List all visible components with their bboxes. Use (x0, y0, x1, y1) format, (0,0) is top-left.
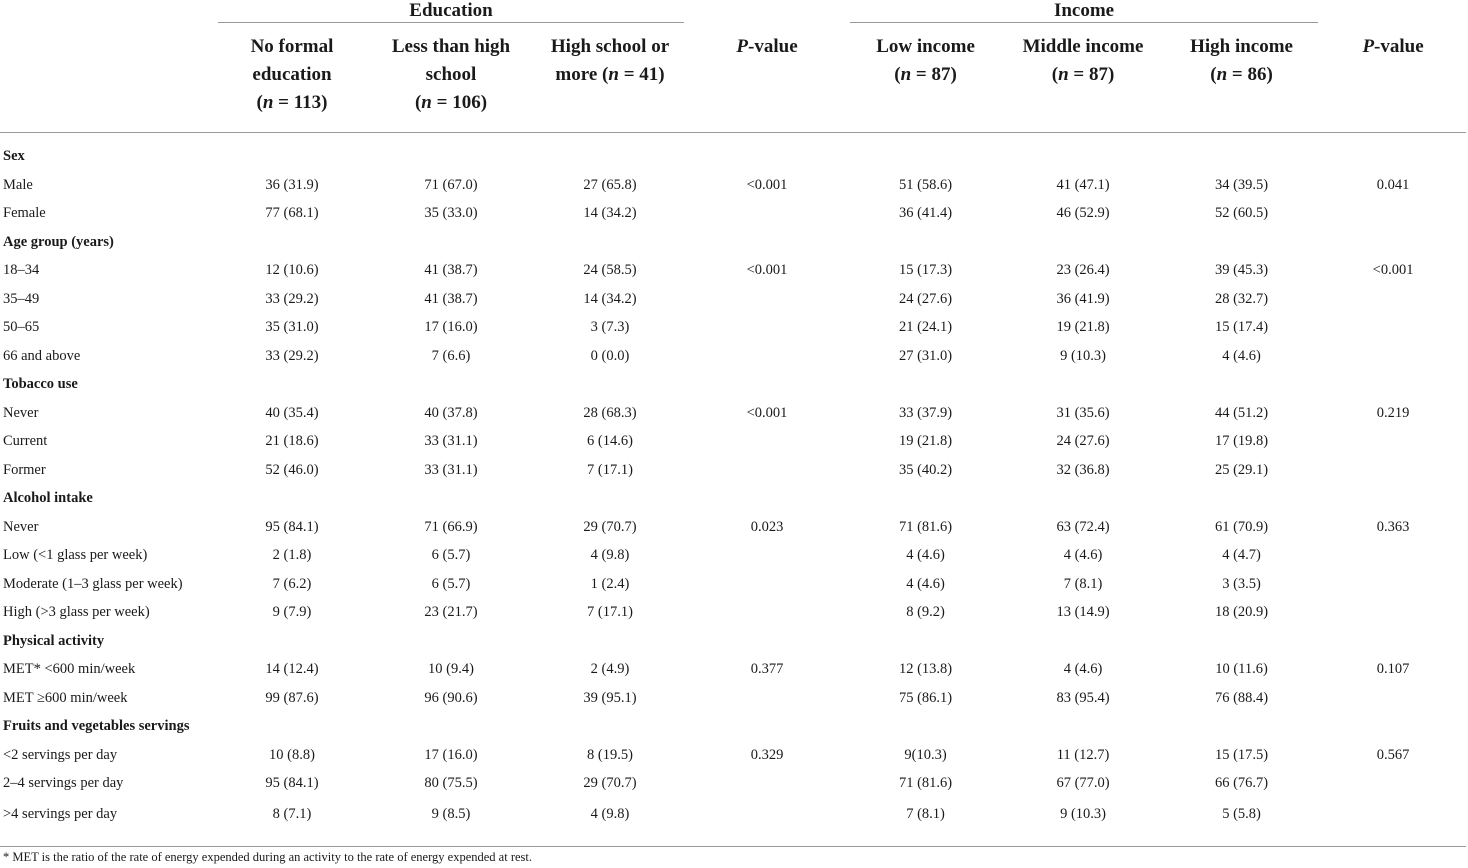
row-label: Female (3, 205, 46, 222)
n-symbol: n (1216, 64, 1228, 85)
col-mid-inc-line2: (n = 87) (1051, 64, 1115, 85)
p-value-cell: 0.219 (1376, 404, 1410, 421)
col-low-inc-line1: Low income (876, 36, 975, 57)
p-symbol: P (1362, 36, 1375, 57)
p-value-cell (686, 342, 848, 371)
count-percent-cell: 33 (31.1) (424, 461, 478, 478)
n-symbol: n (900, 64, 912, 85)
income-group-header (848, 0, 1320, 25)
table-footnote: * MET is the ratio of the rate of energy expended during an activity to the rate of energy expended at rest. (3, 850, 532, 864)
count-percent-cell: 12 (13.8) (898, 661, 953, 678)
col-high-inc-line1: High income (1190, 36, 1293, 57)
count-percent-cell: 23 (21.7) (424, 604, 478, 621)
count-percent-cell: 83 (95.4) (1056, 689, 1110, 706)
p-value-cell: 0.567 (1376, 746, 1410, 763)
count-percent-cell: 6 (5.7) (431, 575, 471, 592)
count-percent-cell: 71 (66.9) (424, 518, 478, 535)
section-empty-cell (1163, 228, 1320, 257)
section-empty-cell (1163, 132, 1320, 171)
count-percent-cell: 96 (90.6) (424, 689, 478, 706)
table-row (0, 570, 1466, 599)
section-header-row (0, 132, 1466, 171)
p-value-cell: 0.041 (1376, 176, 1410, 193)
section-empty-cell (216, 228, 368, 257)
count-percent-cell: 7 (17.1) (587, 604, 633, 621)
p-value-cell (686, 599, 848, 628)
col-less-high-line3: (n = 106) (414, 92, 488, 113)
count-percent-cell: 7 (8.1) (1063, 575, 1103, 592)
count-percent-cell: 95 (84.1) (265, 775, 319, 792)
section-empty-cell (216, 485, 368, 514)
col-no-formal-line3: (n = 113) (256, 92, 328, 113)
p-value-cell (1320, 542, 1466, 571)
section-empty-cell (848, 485, 1003, 514)
count-percent-cell: 41 (47.1) (1056, 176, 1110, 193)
row-label: Current (3, 433, 48, 450)
section-title: Age group (years) (3, 233, 114, 250)
col-p-value-income (1320, 25, 1466, 132)
count-percent-cell: 21 (24.1) (898, 319, 953, 336)
row-label: >4 servings per day (0, 798, 216, 847)
count-percent-cell: 39 (45.3) (1214, 262, 1269, 279)
col-low-income (848, 25, 1003, 132)
col-mid-inc-line1: Middle income (1022, 36, 1144, 57)
count-percent-cell: 41 (38.7) (424, 290, 478, 307)
section-empty-cell (1003, 713, 1163, 742)
count-percent-cell: 23 (26.4) (1056, 262, 1110, 279)
count-percent-cell: 8 (7.1) (216, 798, 368, 847)
section-empty-cell (1320, 132, 1466, 171)
p-value-cell (1320, 285, 1466, 314)
count-percent-cell: 28 (68.3) (583, 404, 637, 421)
p-value-cell (686, 200, 848, 229)
table-row (0, 599, 1466, 628)
count-percent-cell: 8 (19.5) (587, 746, 633, 763)
count-percent-cell: 10 (9.4) (428, 661, 474, 678)
col-no-formal-education (216, 25, 368, 132)
education-group-label: Education (409, 0, 493, 21)
section-empty-cell (848, 228, 1003, 257)
table-row (0, 171, 1466, 200)
count-percent-cell: 4 (9.8) (534, 798, 686, 847)
count-percent-cell: 9 (10.3) (1003, 798, 1163, 847)
count-percent-cell: 40 (37.8) (424, 404, 478, 421)
count-percent-cell: 4 (4.6) (1222, 347, 1261, 364)
count-percent-cell: 24 (27.6) (1056, 433, 1110, 450)
count-percent-cell: 76 (88.4) (1214, 689, 1269, 706)
count-percent-cell: 25 (29.1) (1214, 461, 1269, 478)
count-percent-cell: 24 (27.6) (898, 290, 953, 307)
count-percent-cell: 80 (75.5) (424, 775, 478, 792)
count-percent-cell: 35 (31.0) (265, 319, 319, 336)
col-high-more-line2: more (n = 41) (555, 64, 665, 85)
col-less-than-high-school (368, 25, 534, 132)
count-percent-cell: 35 (33.0) (424, 205, 478, 222)
section-title: Tobacco use (3, 376, 78, 393)
p-value-cell (686, 542, 848, 571)
count-percent-cell: 63 (72.4) (1056, 518, 1110, 535)
row-label: Moderate (1–3 glass per week) (3, 575, 183, 592)
p-value-cell: <0.001 (746, 404, 788, 421)
count-percent-cell: 33 (29.2) (265, 347, 319, 364)
count-percent-cell: 75 (86.1) (898, 689, 953, 706)
section-empty-cell (848, 132, 1003, 171)
p-value-cell (686, 684, 848, 713)
count-percent-cell: 4 (4.6) (906, 547, 945, 564)
table-row (0, 200, 1466, 229)
section-empty-cell (1320, 371, 1466, 400)
row-label: Never (3, 404, 39, 421)
p-value-cell (1320, 770, 1466, 799)
table-row (0, 456, 1466, 485)
section-empty-cell (686, 371, 848, 400)
p-value-cell (686, 456, 848, 485)
row-label: 35–49 (3, 290, 40, 307)
section-empty-cell (686, 713, 848, 742)
n-symbol: n (1058, 64, 1069, 85)
table-row (0, 257, 1466, 286)
group-header-spacer-p2 (1320, 0, 1466, 25)
p-value-cell (1320, 314, 1466, 343)
row-label: Male (3, 176, 33, 193)
count-percent-cell: 61 (70.9) (1214, 518, 1269, 535)
p-value-cell: 0.023 (750, 518, 784, 535)
section-empty-cell (848, 713, 1003, 742)
p-value-cell (686, 428, 848, 457)
count-percent-cell: 4 (4.6) (1063, 547, 1103, 564)
table-row (0, 656, 1466, 685)
section-empty-cell (686, 132, 848, 171)
p-value-cell: <0.001 (1372, 262, 1414, 279)
income-group-rule (850, 22, 1318, 23)
count-percent-cell: 71 (67.0) (424, 176, 478, 193)
count-percent-cell: 21 (18.6) (265, 433, 319, 450)
count-percent-cell: 29 (70.7) (583, 775, 637, 792)
count-percent-cell: 28 (32.7) (1214, 290, 1269, 307)
count-percent-cell: 9 (10.3) (1060, 347, 1106, 364)
section-title: Fruits and vegetables servings (3, 718, 190, 735)
education-group-header (216, 0, 686, 25)
col-less-high-line2: school (425, 64, 477, 85)
count-percent-cell: 51 (58.6) (898, 176, 953, 193)
p-value-cell: 0.329 (750, 746, 784, 763)
count-percent-cell: 10 (11.6) (1215, 661, 1268, 678)
col-high-income (1163, 25, 1320, 132)
count-percent-cell: 7 (17.1) (587, 461, 633, 478)
col-middle-income (1003, 25, 1163, 132)
row-label: Former (3, 461, 46, 478)
p-value-cell (1320, 798, 1466, 847)
p-value-cell: 0.363 (1376, 518, 1410, 535)
table-row (0, 342, 1466, 371)
count-percent-cell: 15 (17.5) (1214, 746, 1269, 763)
section-header-row (0, 371, 1466, 400)
row-label: 18–34 (3, 262, 40, 279)
section-empty-cell (1320, 627, 1466, 656)
n-symbol: n (262, 92, 274, 113)
count-percent-cell: 7 (6.2) (272, 575, 312, 592)
p-value-cell (686, 285, 848, 314)
n-symbol: n (608, 64, 619, 85)
count-percent-cell: 33 (37.9) (898, 404, 953, 421)
section-empty-cell (1163, 713, 1320, 742)
count-percent-cell: 14 (34.2) (583, 205, 637, 222)
section-title: Physical activity (3, 632, 105, 649)
group-header-row (0, 0, 1466, 25)
count-percent-cell: 19 (21.8) (1056, 319, 1110, 336)
section-header-row (0, 627, 1466, 656)
section-empty-cell (534, 627, 686, 656)
section-empty-cell (216, 627, 368, 656)
p-value-cell (1320, 200, 1466, 229)
count-percent-cell: 36 (31.9) (265, 176, 319, 193)
count-percent-cell: 4 (4.6) (906, 575, 945, 592)
section-empty-cell (848, 627, 1003, 656)
row-label: MET ≥600 min/week (3, 689, 128, 706)
count-percent-cell: 4 (9.8) (590, 547, 630, 564)
count-percent-cell: 99 (87.6) (265, 689, 319, 706)
section-empty-cell (216, 713, 368, 742)
section-empty-cell (1163, 371, 1320, 400)
count-percent-cell: 71 (81.6) (898, 775, 953, 792)
count-percent-cell: 44 (51.2) (1214, 404, 1269, 421)
p-value-cell (686, 570, 848, 599)
count-percent-cell: 3 (3.5) (1222, 575, 1261, 592)
section-empty-cell (534, 228, 686, 257)
income-group-label: Income (1053, 0, 1115, 21)
table-row (0, 513, 1466, 542)
count-percent-cell: 33 (29.2) (265, 290, 319, 307)
section-empty-cell (368, 485, 534, 514)
count-percent-cell: 46 (52.9) (1056, 205, 1110, 222)
row-label: 2–4 servings per day (3, 775, 124, 792)
table-body (0, 132, 1466, 847)
col-p-edu-label: P-value (736, 36, 798, 57)
count-percent-cell: 17 (16.0) (424, 319, 478, 336)
section-empty-cell (534, 132, 686, 171)
p-value-cell: 0.377 (750, 661, 784, 678)
section-title: Sex (3, 148, 25, 165)
col-low-inc-line2: (n = 87) (894, 64, 957, 85)
education-group-rule (218, 22, 684, 23)
p-value-cell (1320, 456, 1466, 485)
col-high-more-line1: High school or (550, 36, 670, 57)
section-header-row (0, 485, 1466, 514)
count-percent-cell: 4 (4.6) (1063, 661, 1103, 678)
row-label: MET* <600 min/week (3, 661, 136, 678)
section-empty-cell (534, 371, 686, 400)
p-value-cell (1320, 599, 1466, 628)
p-value-cell (1320, 428, 1466, 457)
section-empty-cell (686, 228, 848, 257)
section-empty-cell (368, 132, 534, 171)
count-percent-cell: 52 (46.0) (265, 461, 319, 478)
count-percent-cell: 24 (58.5) (583, 262, 637, 279)
section-empty-cell (848, 371, 1003, 400)
count-percent-cell: 9 (8.5) (368, 798, 534, 847)
count-percent-cell: 19 (21.8) (898, 433, 953, 450)
table-row (0, 770, 1466, 799)
count-percent-cell: 1 (2.4) (590, 575, 630, 592)
p-value-cell (1320, 342, 1466, 371)
count-percent-cell: 41 (38.7) (424, 262, 478, 279)
count-percent-cell: 14 (34.2) (583, 290, 637, 307)
count-percent-cell: 34 (39.5) (1214, 176, 1269, 193)
group-header-spacer (0, 0, 216, 25)
section-empty-cell (1163, 627, 1320, 656)
section-empty-cell (1003, 627, 1163, 656)
count-percent-cell: 67 (77.0) (1056, 775, 1110, 792)
section-empty-cell (1320, 485, 1466, 514)
table-row (0, 314, 1466, 343)
section-empty-cell (1320, 713, 1466, 742)
row-label: Never (3, 518, 39, 535)
p-value-cell: <0.001 (746, 262, 788, 279)
group-header-spacer-p1 (686, 0, 848, 25)
row-label: 66 and above (3, 347, 81, 364)
count-percent-cell: 0 (0.0) (590, 347, 630, 364)
section-empty-cell (1003, 132, 1163, 171)
section-empty-cell (1003, 485, 1163, 514)
count-percent-cell: 29 (70.7) (583, 518, 637, 535)
count-percent-cell: 13 (14.9) (1056, 604, 1110, 621)
count-percent-cell: 32 (36.8) (1056, 461, 1110, 478)
count-percent-cell: 4 (4.7) (1222, 547, 1261, 564)
count-percent-cell: 17 (16.0) (424, 746, 478, 763)
count-percent-cell: 12 (10.6) (265, 262, 319, 279)
count-percent-cell: 5 (5.8) (1163, 798, 1320, 847)
count-percent-cell: 35 (40.2) (898, 461, 953, 478)
count-percent-cell: 7 (6.6) (431, 347, 471, 364)
count-percent-cell: 6 (14.6) (587, 433, 633, 450)
count-percent-cell: 95 (84.1) (265, 518, 319, 535)
p-value-cell (686, 314, 848, 343)
section-empty-cell (368, 627, 534, 656)
column-header-label-spacer (0, 25, 216, 132)
section-header-row (0, 713, 1466, 742)
section-title: Alcohol intake (3, 490, 93, 507)
p-value-cell (1320, 570, 1466, 599)
col-no-formal-line1: No formal (250, 36, 334, 57)
col-high-inc-line2: (n = 86) (1210, 64, 1273, 85)
section-empty-cell (686, 627, 848, 656)
table-row (0, 684, 1466, 713)
section-empty-cell (216, 132, 368, 171)
p-value-cell: <0.001 (746, 176, 788, 193)
count-percent-cell: 14 (12.4) (265, 661, 319, 678)
p-value-cell: 0.107 (1376, 661, 1410, 678)
table-row (0, 428, 1466, 457)
n-symbol: n (421, 92, 432, 113)
count-percent-cell: 36 (41.4) (898, 205, 953, 222)
count-percent-cell: 10 (8.8) (269, 746, 315, 763)
count-percent-cell: 9(10.3) (904, 746, 947, 763)
section-empty-cell (1003, 371, 1163, 400)
count-percent-cell: 52 (60.5) (1214, 205, 1269, 222)
col-high-school-or-more (534, 25, 686, 132)
p-value-cell (686, 798, 848, 847)
count-percent-cell: 17 (19.8) (1214, 433, 1269, 450)
count-percent-cell: 3 (7.3) (590, 319, 630, 336)
section-empty-cell (368, 713, 534, 742)
table-row (0, 798, 1466, 847)
row-label: Low (<1 glass per week) (3, 547, 148, 564)
count-percent-cell: 33 (31.1) (424, 433, 478, 450)
section-header-row (0, 228, 1466, 257)
count-percent-cell: 27 (65.8) (583, 176, 637, 193)
p-symbol: P (736, 36, 749, 57)
count-percent-cell: 39 (95.1) (583, 689, 637, 706)
column-header-row (0, 25, 1466, 132)
section-empty-cell (368, 371, 534, 400)
section-empty-cell (1320, 228, 1466, 257)
count-percent-cell: 77 (68.1) (265, 205, 319, 222)
table-row (0, 285, 1466, 314)
section-empty-cell (686, 485, 848, 514)
count-percent-cell: 18 (20.9) (1214, 604, 1269, 621)
section-empty-cell (216, 371, 368, 400)
table-row (0, 542, 1466, 571)
count-percent-cell: 2 (4.9) (590, 661, 630, 678)
count-percent-cell: 8 (9.2) (906, 604, 945, 621)
count-percent-cell: 27 (31.0) (898, 347, 953, 364)
col-less-high-line1: Less than high (391, 36, 511, 57)
count-percent-cell: 66 (76.7) (1214, 775, 1269, 792)
count-percent-cell: 11 (12.7) (1056, 746, 1110, 763)
col-p-inc-label: P-value (1362, 36, 1424, 57)
count-percent-cell: 31 (35.6) (1056, 404, 1110, 421)
count-percent-cell: 15 (17.4) (1214, 319, 1269, 336)
p-value-cell (1320, 684, 1466, 713)
count-percent-cell: 40 (35.4) (265, 404, 319, 421)
count-percent-cell: 15 (17.3) (898, 262, 953, 279)
row-label: <2 servings per day (3, 746, 118, 763)
count-percent-cell: 71 (81.6) (898, 518, 953, 535)
p-value-cell (686, 770, 848, 799)
col-p-value-education (686, 25, 848, 132)
count-percent-cell: 36 (41.9) (1056, 290, 1110, 307)
section-empty-cell (534, 485, 686, 514)
section-empty-cell (1163, 485, 1320, 514)
count-percent-cell: 6 (5.7) (431, 547, 471, 564)
table-row (0, 741, 1466, 770)
row-label: High (>3 glass per week) (3, 604, 150, 621)
section-empty-cell (368, 228, 534, 257)
section-empty-cell (534, 713, 686, 742)
table-row (0, 399, 1466, 428)
count-percent-cell: 9 (7.9) (272, 604, 312, 621)
col-no-formal-line2: education (252, 64, 332, 85)
section-empty-cell (1003, 228, 1163, 257)
row-label: 50–65 (3, 319, 40, 336)
count-percent-cell: 7 (8.1) (848, 798, 1003, 847)
count-percent-cell: 2 (1.8) (272, 547, 312, 564)
